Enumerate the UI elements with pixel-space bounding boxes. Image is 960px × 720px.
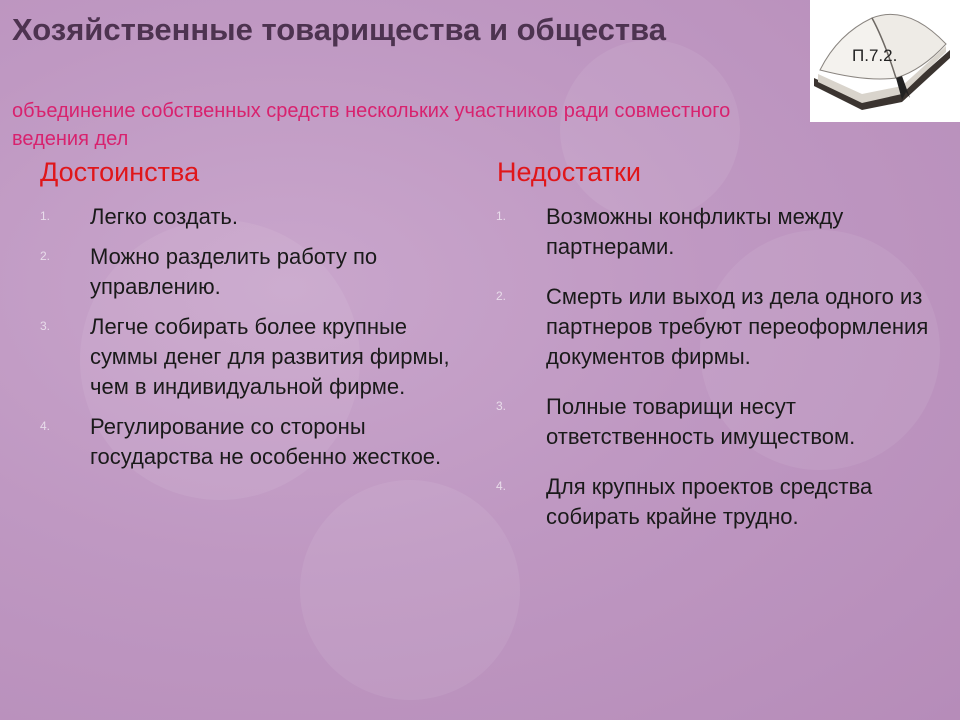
list-item-text: Смерть или выход из дела одного из партнеров требуют переоформления документов фирмы. xyxy=(546,284,929,369)
list-item xyxy=(482,472,950,532)
list-number: 3. xyxy=(496,399,507,413)
advantages-list xyxy=(26,202,456,482)
list-item xyxy=(26,412,456,472)
list-item xyxy=(482,282,950,372)
list-item xyxy=(26,242,456,302)
list-item-text: Полные товарищи несут ответственность имуществом. xyxy=(546,394,856,449)
list-number: 1. xyxy=(40,209,51,223)
list-item-text: Легче собирать более крупные суммы денег для развития фирмы, чем в индивидуальной фирме. xyxy=(90,314,450,399)
list-item-text: Легко создать. xyxy=(90,204,238,229)
slide-title: Хозяйственные товарищества и общества xyxy=(12,12,666,47)
list-number: 4. xyxy=(40,419,51,433)
list-number: 4. xyxy=(496,479,507,493)
book-badge xyxy=(810,0,960,122)
list-item xyxy=(26,202,456,232)
list-number: 2. xyxy=(496,289,507,303)
list-item xyxy=(26,312,456,402)
list-item-text: Возможны конфликты между партнерами. xyxy=(546,204,844,259)
list-item-text: Регулирование со стороны государства не особенно жесткое. xyxy=(90,414,442,469)
list-number: 1. xyxy=(496,209,507,223)
disadvantages-heading: Недостатки xyxy=(497,157,641,187)
advantages-heading: Достоинства xyxy=(40,157,200,187)
disadvantages-list xyxy=(482,202,950,542)
list-item-text: Для крупных проектов средства собирать крайне трудно. xyxy=(546,474,873,529)
list-number: 2. xyxy=(40,249,51,263)
slide-subtitle: объединение собственных средств нескольких участников ради совместного ведения дел xyxy=(12,100,731,150)
list-item-text: Можно разделить работу по управлению. xyxy=(90,244,378,299)
section-number: П.7.2. xyxy=(852,46,898,65)
list-item xyxy=(482,392,950,452)
list-number: 3. xyxy=(40,319,51,333)
list-item xyxy=(482,202,950,262)
